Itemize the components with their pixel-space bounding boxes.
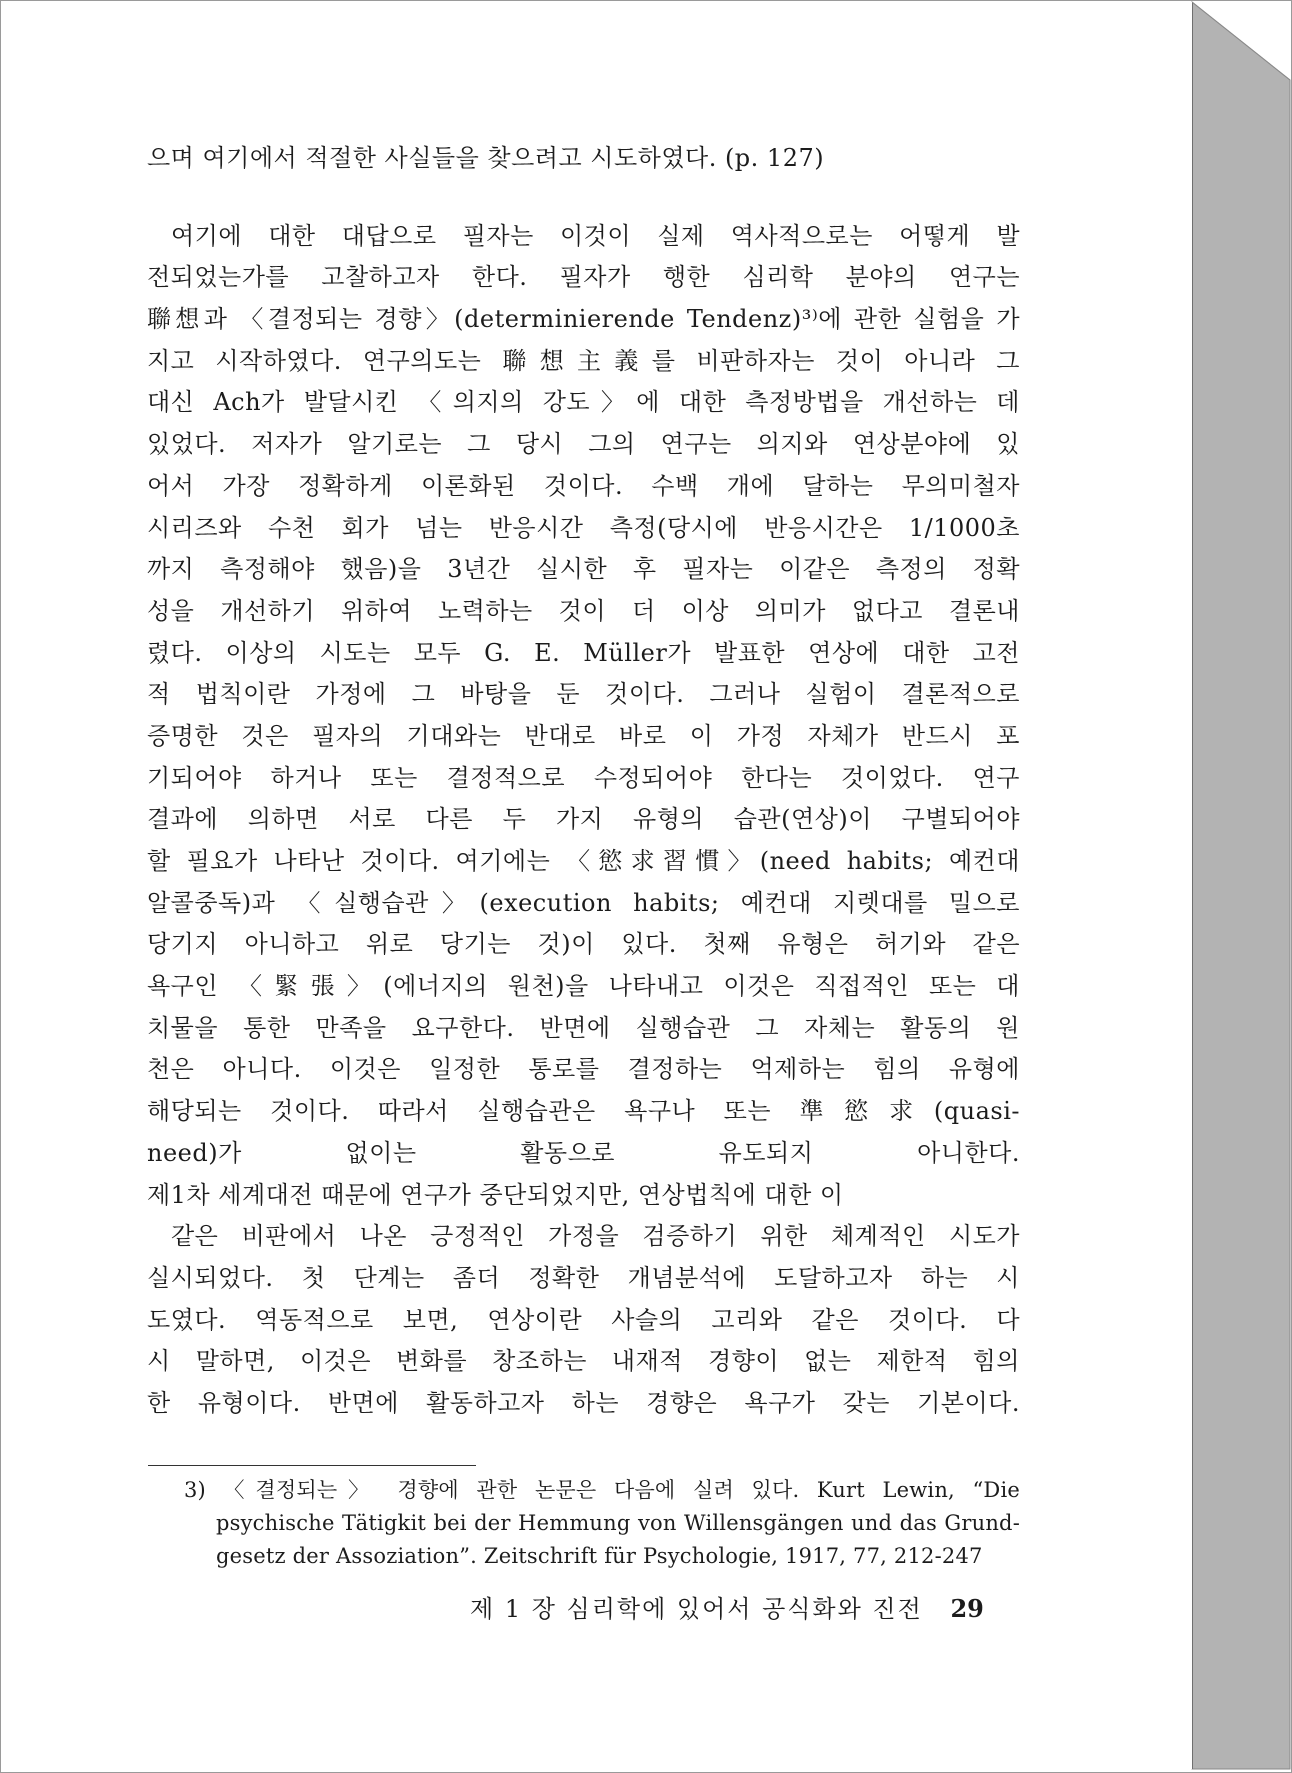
text-line: 실시되었다. 첫 단계는 좀더 정확한 개념분석에 도달하고자 하는 시 — [147, 1263, 1020, 1292]
footnote-line: psychische Tätigkit bei der Hemmung von Willensgängen und das Grund- — [216, 1511, 1020, 1535]
text-line: 치물을 통한 만족을 요구한다. 반면에 실행습관 그 자체는 활동의 원 — [147, 1013, 1020, 1042]
text-line: 전되었는가를 고찰하고자 한다. 필자가 행한 심리학 분야의 연구는 — [147, 263, 1020, 292]
footnote-line: gesetz der Assoziation”. Zeitschrift für Psychologie, 1917, 77, 212-247 — [216, 1544, 983, 1568]
text-line: 렸다. 이상의 시도는 모두 G. E. Müller가 발표한 연상에 대한 고전 — [147, 638, 1020, 667]
text-line: 할 필요가 나타난 것이다. 여기에는 〈慾求習慣〉(need habits; 예컨대 — [147, 847, 1020, 875]
text-line: 지고 시작하였다. 연구의도는 聯想主義를 비판하자는 것이 아니라 그 — [147, 346, 1020, 375]
footnote-divider — [148, 1465, 476, 1466]
running-footer — [470, 1589, 1020, 1629]
text-line: need)가 없이는 활동으로 유도되지 아니한다. — [147, 1138, 1020, 1167]
text-line: 알콜중독)과 〈실행습관〉(execution habits; 예컨대 지렛대를 밀으로 — [147, 888, 1020, 917]
footnote-line: 3) 〈결정되는〉 경향에 관한 논문은 다음에 실려 있다. Kurt Lewin, “Die — [184, 1478, 1020, 1502]
text-line: 대신 Ach가 발달시킨 〈의지의 강도〉에 대한 측정방법을 개선하는 데 — [147, 388, 1020, 417]
text-line: 천은 아니다. 이것은 일정한 통로를 결정하는 억제하는 힘의 유형에 — [147, 1055, 1020, 1084]
text-line: 도였다. 역동적으로 보면, 연상이란 사슬의 고리와 같은 것이다. 다 — [147, 1305, 1020, 1334]
text-line: 욕구인 〈緊張〉(에너지의 원천)을 나타내고 이것은 직접적인 또는 대 — [147, 972, 1020, 1001]
chapter-title: 제 1 장 심리학에 있어서 공식화와 진전 — [470, 1595, 923, 1623]
body-text — [147, 138, 1020, 1425]
text-line: 까지 측정해야 했음)을 3년간 실시한 후 필자는 이같은 측정의 정확 — [147, 555, 1020, 584]
text-line: 성을 개선하기 위하여 노력하는 것이 더 이상 의미가 없다고 결론내 — [147, 596, 1020, 625]
text-line: 해당되는 것이다. 따라서 실행습관은 욕구나 또는 準慾求(quasi- — [147, 1097, 1020, 1126]
text-line: 聯想과 〈결정되는 경향〉(determinierende Tendenz)³⁾에 관한 실험을 가 — [147, 305, 1020, 334]
text-line: 한 유형이다. 반면에 활동하고자 하는 경향은 욕구가 갖는 기본이다. — [147, 1388, 1020, 1417]
text-line: 결과에 의하면 서로 다른 두 가지 유형의 습관(연상)이 구별되어야 — [147, 805, 1020, 834]
text-line: 기되어야 하거나 또는 결정적으로 수정되어야 한다는 것이었다. 연구 — [147, 763, 1020, 792]
paragraph-gap — [147, 180, 1020, 216]
text-line: 시리즈와 수천 회가 넘는 반응시간 측정(당시에 반응시간은 1/1000초 — [147, 513, 1020, 542]
text-line: 시 말하면, 이것은 변화를 창조하는 내재적 경향이 없는 제한적 힘의 — [147, 1347, 1020, 1376]
page-number: 29 — [950, 1594, 984, 1623]
text-line: 증명한 것은 필자의 기대와는 반대로 바로 이 가정 자체가 반드시 포 — [147, 721, 1020, 750]
text-line: 당기지 아니하고 위로 당기는 것)이 있다. 첫째 유형은 허기와 같은 — [147, 930, 1020, 959]
text-line: 제1차 세계대전 때문에 연구가 중단되었지만, 연상법칙에 대한 이 — [147, 1180, 844, 1209]
text-line: 으며 여기에서 적절한 사실들을 찾으려고 시도하였다. (p. 127) — [147, 144, 825, 172]
text-line: 어서 가장 정확하게 이론화된 것이다. 수백 개에 달하는 무의미철자 — [147, 471, 1020, 500]
footnote — [184, 1474, 1020, 1573]
text-line: 여기에 대한 대답으로 필자는 이것이 실제 역사적으로는 어떻게 발 — [171, 221, 1020, 250]
text-line: 같은 비판에서 나온 긍정적인 가정을 검증하기 위한 체계적인 시도가 — [171, 1222, 1020, 1251]
text-line: 있었다. 저자가 알기로는 그 당시 그의 연구는 의지와 연상분야에 있 — [147, 430, 1020, 459]
text-line: 적 법칙이란 가정에 그 바탕을 둔 것이다. 그러나 실험이 결론적으로 — [147, 680, 1020, 709]
